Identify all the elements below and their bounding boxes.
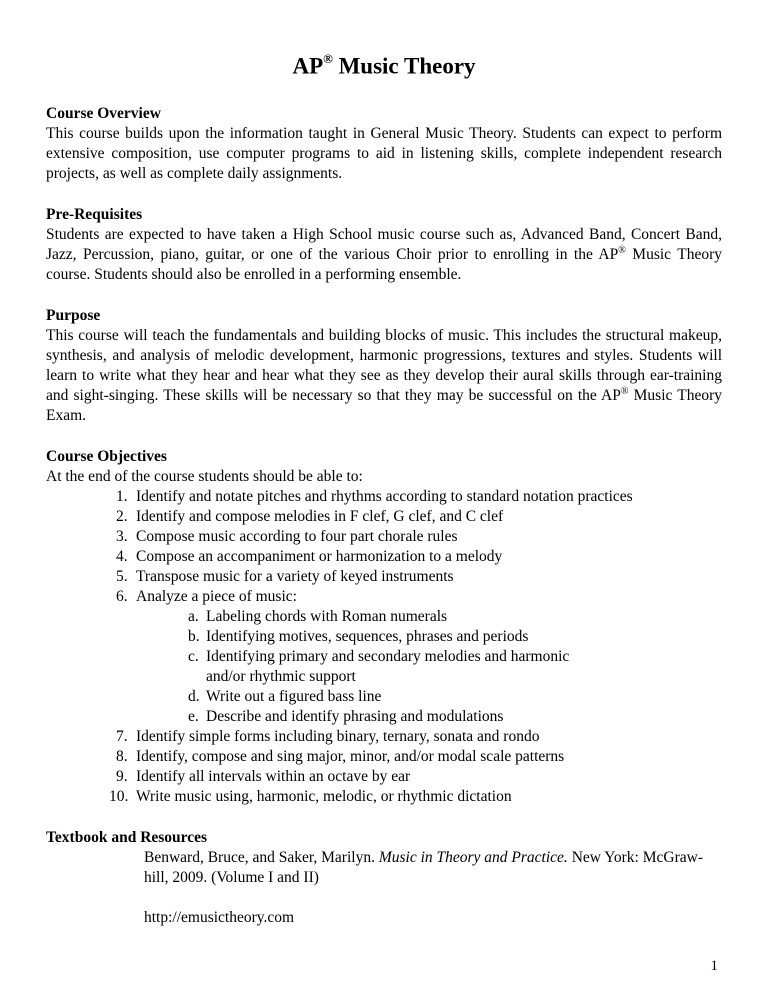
list-text: Compose music according to four part chorale rules xyxy=(136,527,458,545)
sublist-text: Identifying motives, sequences, phrases and periods xyxy=(206,627,529,645)
sublist-text: Describe and identify phrasing and modulations xyxy=(206,707,504,725)
resources-body xyxy=(46,848,722,928)
prereq-text xyxy=(46,225,722,285)
sublist-text: Identifying primary and secondary melodies and harmonic and/or rhythmic support xyxy=(206,647,570,685)
list-item xyxy=(116,587,722,727)
title-suffix: Music Theory xyxy=(332,53,476,79)
registered-mark: ® xyxy=(618,244,626,256)
list-text: Transpose music for a variety of keyed instruments xyxy=(136,567,454,585)
section-overview xyxy=(46,104,722,184)
sublist-letter: c. xyxy=(188,647,199,665)
purpose-text-part2: Music Theory Exam. xyxy=(46,386,722,424)
document-page xyxy=(46,46,722,949)
sublist-item xyxy=(188,707,722,727)
objectives-intro: At the end of the course students should be able to: xyxy=(46,467,363,485)
section-resources xyxy=(46,828,722,928)
list-number: 2. xyxy=(116,507,128,525)
sublist-item xyxy=(188,687,722,707)
list-item xyxy=(116,727,722,747)
list-text: Identify simple forms including binary, ternary, sonata and rondo xyxy=(136,727,540,745)
sublist-text: Write out a figured bass line xyxy=(206,687,382,705)
sublist-letter: b. xyxy=(188,627,200,645)
registered-mark: ® xyxy=(620,385,629,397)
objectives-heading: Course Objectives xyxy=(46,447,167,465)
list-number: 7. xyxy=(116,727,128,745)
list-number: 5. xyxy=(116,567,128,585)
citation-publisher: New York: McGraw-hill, 2009. (Volume I and II) xyxy=(144,848,703,886)
list-item xyxy=(116,747,722,767)
list-number: 9. xyxy=(116,767,128,785)
purpose-text xyxy=(46,326,722,426)
list-number: 4. xyxy=(116,547,128,565)
list-number: 6. xyxy=(116,587,128,605)
sublist-item xyxy=(188,627,722,647)
list-item xyxy=(116,767,722,787)
textbook-citation xyxy=(144,848,722,888)
purpose-heading: Purpose xyxy=(46,306,101,324)
overview-text: This course builds upon the information taught in General Music Theory. Students can expect to perform extensive composition, use computer programs to aid in listening skills, complete independent research projects, as well as complete daily assignments. xyxy=(46,124,722,182)
section-prerequisites xyxy=(46,205,722,285)
citation-title: Music in Theory and Practice. xyxy=(378,848,568,866)
sublist-item xyxy=(188,647,722,687)
list-item xyxy=(116,527,722,547)
resources-heading: Textbook and Resources xyxy=(46,828,208,846)
purpose-text-part1: This course will teach the fundamentals and building blocks of music. This includes the structural makeup, synthesis, and analysis of melodic development, harmonic progressions, textures and styles. Students will learn to write what they hear and hear what they see as they develop their aural skills through ear-training and sight-singing. These skills will be necessary so that they may be successful on the AP xyxy=(46,326,722,404)
list-number: 8. xyxy=(116,747,128,765)
list-text: Identify and compose melodies in F clef, G clef, and C clef xyxy=(136,507,504,525)
page-number: 1 xyxy=(710,958,718,974)
sublist-letter: a. xyxy=(188,607,199,625)
prereq-text-part1: Students are expected to have taken a High School music course such as, Advanced Band, Concert Band, Jazz, Percussion, piano, guitar, or one of the various Choir prior to enrolling in the AP xyxy=(46,225,722,263)
list-number: 3. xyxy=(116,527,128,545)
list-number: 1. xyxy=(116,487,128,505)
registered-mark: ® xyxy=(323,51,333,66)
list-text: Identify and notate pitches and rhythms according to standard notation practices xyxy=(136,487,633,505)
resource-link[interactable]: http://emusictheory.com xyxy=(144,908,295,926)
title-prefix: AP xyxy=(292,53,324,79)
list-text: Identify, compose and sing major, minor, and/or modal scale patterns xyxy=(136,747,565,765)
list-item xyxy=(109,787,722,807)
section-objectives xyxy=(46,447,722,807)
sublist-text: Labeling chords with Roman numerals xyxy=(206,607,448,625)
list-item xyxy=(116,487,722,507)
objectives-list xyxy=(46,487,722,807)
sublist-letter: e. xyxy=(188,707,199,725)
list-number: 10. xyxy=(109,787,129,805)
overview-heading: Course Overview xyxy=(46,104,161,122)
list-text: Analyze a piece of music: xyxy=(136,587,297,605)
sublist-item xyxy=(188,607,722,627)
list-text: Write music using, harmonic, melodic, or rhythmic dictation xyxy=(136,787,512,805)
citation-authors: Benward, Bruce, and Saker, Marilyn. xyxy=(144,848,379,866)
analysis-sublist xyxy=(136,607,722,727)
prereq-heading: Pre-Requisites xyxy=(46,205,143,223)
list-item xyxy=(116,507,722,527)
list-text: Identify all intervals within an octave by ear xyxy=(136,767,411,785)
sublist-letter: d. xyxy=(188,687,200,705)
list-item xyxy=(116,567,722,587)
list-item xyxy=(116,547,722,567)
list-text: Compose an accompaniment or harmonization to a melody xyxy=(136,547,503,565)
page-title xyxy=(46,46,722,82)
section-purpose xyxy=(46,306,722,426)
prereq-text-part2: Music Theory course. Students should also be enrolled in a performing ensemble. xyxy=(46,245,722,283)
